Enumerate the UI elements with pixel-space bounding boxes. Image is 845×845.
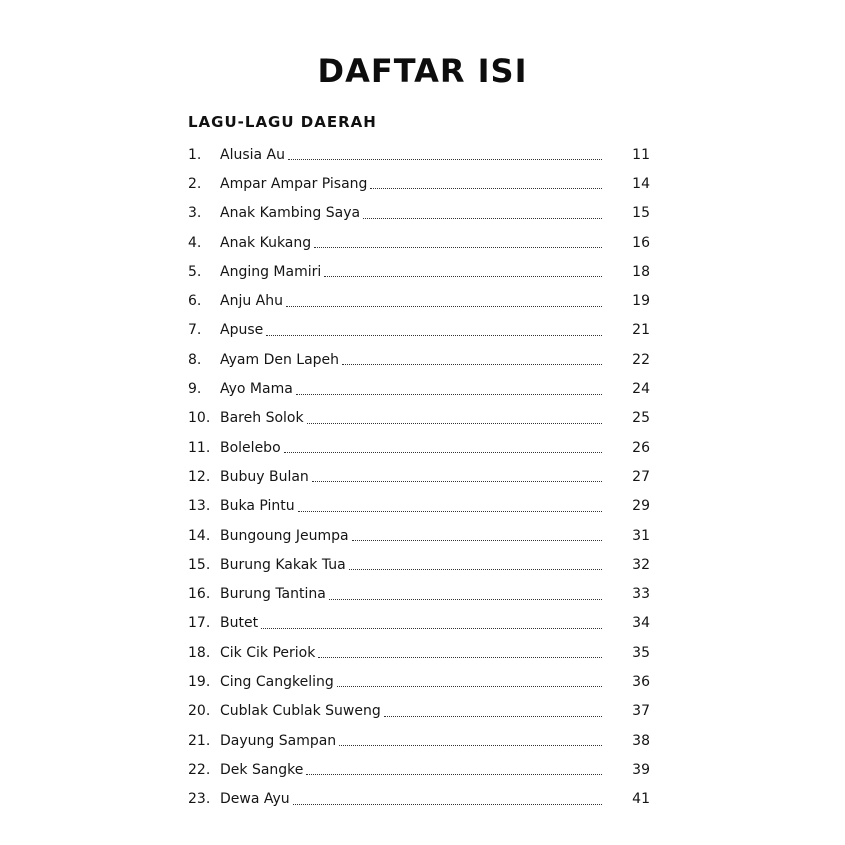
toc-entry-number: 23. <box>188 791 211 808</box>
toc-entry-title: Cing Cangkeling <box>220 673 334 690</box>
toc-entry <box>188 785 650 814</box>
toc-entry-page-number: 35 <box>632 644 650 661</box>
toc-entry-title: Dek Sangke <box>220 761 304 778</box>
toc-entry <box>188 726 650 755</box>
toc-entry <box>188 579 650 608</box>
toc-entry <box>188 697 650 726</box>
table-of-contents <box>188 140 650 814</box>
toc-entry-page-number: 29 <box>632 498 650 515</box>
toc-entry-number: 19. <box>188 673 211 690</box>
toc-entry-page-number: 11 <box>632 146 650 163</box>
toc-entry-page-number: 37 <box>632 703 650 720</box>
dot-leader <box>318 656 602 658</box>
toc-entry-page-number: 33 <box>632 586 650 603</box>
toc-entry-page-number: 34 <box>632 615 650 632</box>
toc-entry-page-number: 18 <box>632 263 650 280</box>
toc-entry-page-number: 31 <box>632 527 650 544</box>
toc-entry <box>188 169 650 198</box>
toc-entry-title: Bungoung Jeumpa <box>220 527 349 544</box>
toc-entry-number: 2. <box>188 175 202 192</box>
dot-leader <box>384 715 602 717</box>
toc-entry-title: Dayung Sampan <box>220 732 337 749</box>
toc-entry-title: Anak Kambing Saya <box>220 205 361 222</box>
toc-entry-number: 6. <box>188 293 202 310</box>
dot-leader <box>349 568 602 570</box>
toc-entry-number: 15. <box>188 556 211 573</box>
toc-entry-title: Bolelebo <box>220 439 281 456</box>
toc-entry-number: 20. <box>188 703 211 720</box>
section-title: LAGU-LAGU DAERAH <box>188 113 377 131</box>
toc-entry-page-number: 41 <box>632 791 650 808</box>
toc-entry <box>188 286 650 315</box>
toc-entry-title: Apuse <box>220 322 264 339</box>
toc-entry-number: 22. <box>188 761 211 778</box>
toc-entry-number: 7. <box>188 322 202 339</box>
toc-entry-number: 16. <box>188 586 211 603</box>
toc-entry-number: 11. <box>188 439 211 456</box>
toc-entry-number: 4. <box>188 234 202 251</box>
toc-entry-title: Alusia Au <box>220 146 286 163</box>
toc-entry-title: Butet <box>220 615 259 632</box>
toc-entry <box>188 345 650 374</box>
toc-entry-page-number: 32 <box>632 556 650 573</box>
toc-entry-page-number: 27 <box>632 468 650 485</box>
dot-leader <box>314 246 602 248</box>
toc-entry <box>188 404 650 433</box>
toc-entry-page-number: 24 <box>632 381 650 398</box>
toc-entry-number: 21. <box>188 732 211 749</box>
toc-entry-title: Ayo Mama <box>220 381 293 398</box>
dot-leader <box>307 422 602 424</box>
dot-leader <box>288 158 602 160</box>
dot-leader <box>306 773 602 775</box>
dot-leader <box>370 187 602 189</box>
toc-entry-title: Cublak Cublak Suweng <box>220 703 381 720</box>
dot-leader <box>342 363 602 365</box>
toc-entry-number: 3. <box>188 205 202 222</box>
dot-leader <box>284 451 602 453</box>
toc-entry-number: 8. <box>188 351 202 368</box>
toc-entry-page-number: 25 <box>632 410 650 427</box>
toc-entry-title: Anju Ahu <box>220 293 283 310</box>
toc-entry-page-number: 15 <box>632 205 650 222</box>
toc-entry-title: Anak Kukang <box>220 234 312 251</box>
toc-entry-number: 12. <box>188 468 211 485</box>
dot-leader <box>266 334 602 336</box>
toc-entry <box>188 199 650 228</box>
dot-leader <box>339 744 602 746</box>
toc-entry-page-number: 16 <box>632 234 650 251</box>
toc-entry-title: Buka Pintu <box>220 498 295 515</box>
toc-entry-title: Burung Tantina <box>220 586 326 603</box>
dot-leader <box>312 480 602 482</box>
toc-entry-title: Anging Mamiri <box>220 263 322 280</box>
dot-leader <box>363 217 602 219</box>
toc-entry-page-number: 14 <box>632 175 650 192</box>
toc-entry-number: 14. <box>188 527 211 544</box>
toc-entry-page-number: 21 <box>632 322 650 339</box>
toc-entry-number: 1. <box>188 146 202 163</box>
toc-entry-title: Ayam Den Lapeh <box>220 351 340 368</box>
toc-entry-title: Burung Kakak Tua <box>220 556 346 573</box>
toc-entry-title: Bareh Solok <box>220 410 304 427</box>
toc-entry <box>188 374 650 403</box>
toc-entry <box>188 257 650 286</box>
toc-entry <box>188 667 650 696</box>
toc-entry <box>188 140 650 169</box>
toc-entry-page-number: 22 <box>632 351 650 368</box>
dot-leader <box>329 598 602 600</box>
toc-entry <box>188 550 650 579</box>
dot-leader <box>261 627 602 629</box>
toc-entry-title: Ampar Ampar Pisang <box>220 175 368 192</box>
toc-entry <box>188 609 650 638</box>
toc-entry-page-number: 36 <box>632 673 650 690</box>
dot-leader <box>337 685 602 687</box>
dot-leader <box>352 539 602 541</box>
toc-entry-page-number: 19 <box>632 293 650 310</box>
toc-entry-title: Dewa Ayu <box>220 791 290 808</box>
toc-entry <box>188 521 650 550</box>
page-title: DAFTAR ISI <box>317 52 528 90</box>
toc-entry-number: 13. <box>188 498 211 515</box>
toc-entry-title: Bubuy Bulan <box>220 468 309 485</box>
toc-entry-page-number: 38 <box>632 732 650 749</box>
dot-leader <box>324 275 602 277</box>
toc-entry-title: Cik Cik Periok <box>220 644 316 661</box>
toc-entry <box>188 433 650 462</box>
dot-leader <box>286 305 602 307</box>
toc-entry <box>188 492 650 521</box>
toc-entry-number: 17. <box>188 615 211 632</box>
dot-leader <box>296 393 602 395</box>
toc-entry-page-number: 39 <box>632 761 650 778</box>
toc-entry <box>188 638 650 667</box>
toc-entry-number: 18. <box>188 644 211 661</box>
toc-entry-number: 9. <box>188 381 202 398</box>
toc-entry-number: 5. <box>188 263 202 280</box>
dot-leader <box>293 803 602 805</box>
toc-entry <box>188 755 650 784</box>
dot-leader <box>298 510 602 512</box>
toc-entry-page-number: 26 <box>632 439 650 456</box>
toc-entry-number: 10. <box>188 410 211 427</box>
toc-entry <box>188 228 650 257</box>
toc-entry <box>188 462 650 491</box>
toc-entry <box>188 316 650 345</box>
